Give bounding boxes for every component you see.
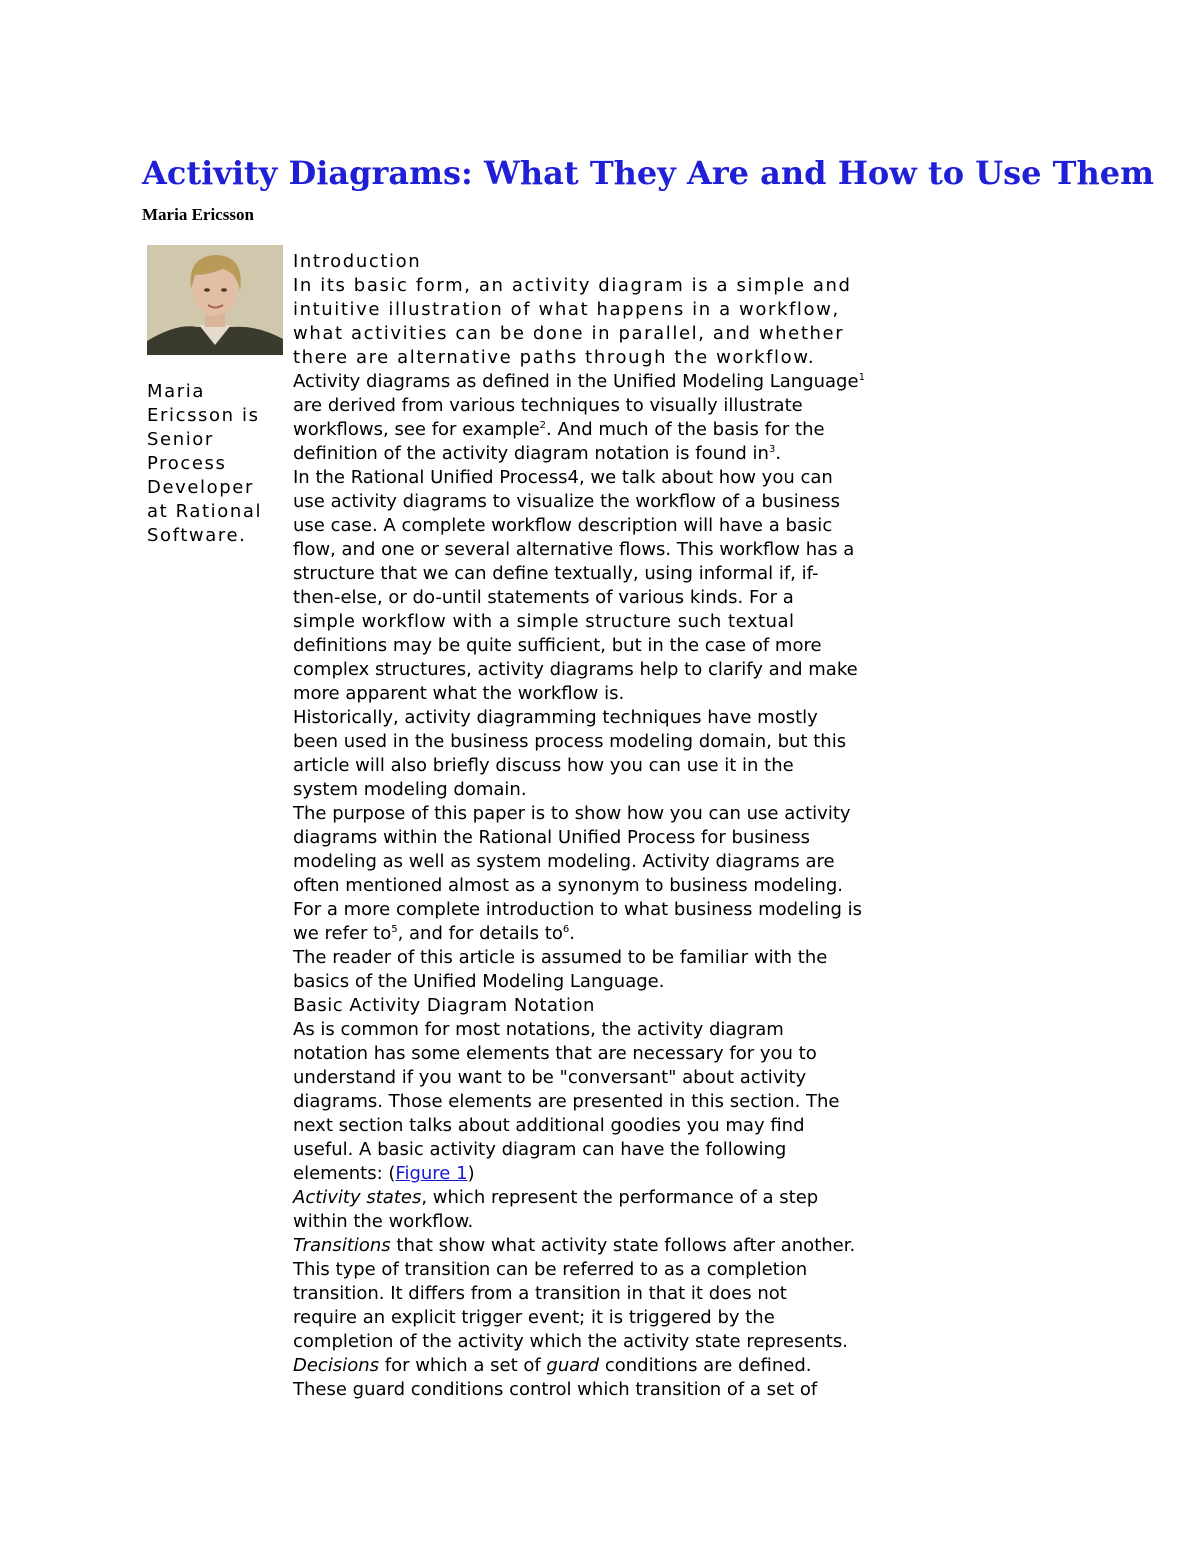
text: , which represent the performance of a step xyxy=(421,1187,819,1208)
body-line: In the Rational Unified Process4, we talk about how you can xyxy=(293,467,833,488)
body-line: For a more complete introduction to what business modeling is xyxy=(293,899,863,920)
text: conditions are defined. xyxy=(599,1355,812,1376)
body-line: As is common for most notations, the activity diagram xyxy=(293,1019,784,1040)
term-activity-states: Activity states xyxy=(293,1187,422,1208)
body-line: structure that we can define textually, using informal if, if- xyxy=(293,563,819,584)
article-title: Activity Diagrams: What They Are and How to Use Them xyxy=(142,154,1154,192)
figure-1-link[interactable]: Figure 1 xyxy=(395,1163,468,1184)
body-line: The reader of this article is assumed to be familiar with the xyxy=(293,947,828,968)
text: Activity diagrams as defined in the Unified Modeling Language xyxy=(293,371,859,392)
section-heading-basic-notation: Basic Activity Diagram Notation xyxy=(293,995,595,1016)
bio-line: Ericsson is xyxy=(147,405,260,426)
body-line xyxy=(293,922,953,946)
text: . xyxy=(775,443,782,464)
bio-line: Software. xyxy=(147,525,247,546)
footnote-ref: 2 xyxy=(539,420,547,431)
body-line: next section talks about additional goodies you may find xyxy=(293,1115,805,1136)
author-bio xyxy=(147,380,277,548)
footnote-ref: 1 xyxy=(858,372,865,383)
text: definition of the activity diagram notation is found in xyxy=(293,443,769,464)
body-line: useful. A basic activity diagram can have the following xyxy=(293,1139,787,1160)
author-name: Maria Ericsson xyxy=(142,205,254,224)
text: we refer to xyxy=(293,923,392,944)
body-line: flow, and one or several alternative flows. This workflow has a xyxy=(293,539,855,560)
body-line: intuitive illustration of what happens in a workflow, xyxy=(293,299,840,320)
body-line: understand if you want to be "conversant" about activity xyxy=(293,1067,807,1088)
body-line: within the workflow. xyxy=(293,1211,474,1232)
body-line: The purpose of this paper is to show how you can use activity xyxy=(293,803,851,824)
text: that show what activity state follows after another. xyxy=(390,1235,856,1256)
body-line: This type of transition can be referred to as a completion xyxy=(293,1259,808,1280)
body-line: been used in the business process modeling domain, but this xyxy=(293,731,847,752)
body-line: often mentioned almost as a synonym to business modeling. xyxy=(293,875,843,896)
body-line: then-else, or do-until statements of various kinds. For a xyxy=(293,587,794,608)
body-line: are derived from various techniques to visually illustrate xyxy=(293,395,803,416)
text: for which a set of xyxy=(379,1355,547,1376)
body-line: diagrams within the Rational Unified Process for business xyxy=(293,827,810,848)
body-line: use activity diagrams to visualize the workflow of a business xyxy=(293,491,840,512)
body-line xyxy=(293,418,953,442)
text: ) xyxy=(467,1163,475,1184)
bio-line: Senior xyxy=(147,429,214,450)
body-line xyxy=(293,442,953,466)
body-line xyxy=(293,1354,953,1378)
bio-line: at Rational xyxy=(147,501,263,522)
body-line: require an explicit trigger event; it is triggered by the xyxy=(293,1307,775,1328)
footnote-ref: 3 xyxy=(768,444,776,455)
body-line: diagrams. Those elements are presented in this section. The xyxy=(293,1091,840,1112)
body-line: notation has some elements that are necessary for you to xyxy=(293,1043,817,1064)
term-guard: guard xyxy=(546,1355,600,1376)
footnote-ref: 6 xyxy=(562,924,570,935)
body-line: completion of the activity which the activity state represents. xyxy=(293,1331,848,1352)
body-line: transition. It differs from a transition in that it does not xyxy=(293,1283,787,1304)
body-line: basics of the Unified Modeling Language. xyxy=(293,971,665,992)
body-line: article will also briefly discuss how you can use it in the xyxy=(293,755,794,776)
text: elements: ( xyxy=(293,1163,396,1184)
text: . xyxy=(569,923,575,944)
text: workflows, see for example xyxy=(293,419,540,440)
bio-line: Maria xyxy=(147,381,205,402)
article-body xyxy=(293,250,953,1402)
body-line: Historically, activity diagramming techniques have mostly xyxy=(293,707,818,728)
body-line xyxy=(293,370,953,394)
term-decisions: Decisions xyxy=(293,1355,380,1376)
text: , and for details to xyxy=(397,923,563,944)
footnote-ref: 5 xyxy=(391,924,398,935)
section-heading-introduction: Introduction xyxy=(293,251,422,272)
body-line xyxy=(293,1234,953,1258)
author-photo xyxy=(147,245,283,355)
body-line: system modeling domain. xyxy=(293,779,527,800)
body-line: modeling as well as system modeling. Activity diagrams are xyxy=(293,851,835,872)
body-line: definitions may be quite sufficient, but in the case of more xyxy=(293,635,822,656)
body-line xyxy=(293,1186,953,1210)
term-transitions: Transitions xyxy=(293,1235,391,1256)
body-line: simple workflow with a simple structure such textual xyxy=(293,611,795,632)
body-line: complex structures, activity diagrams help to clarify and make xyxy=(293,659,858,680)
body-line xyxy=(293,1162,953,1186)
body-line: use case. A complete workflow description will have a basic xyxy=(293,515,833,536)
bio-line: Process xyxy=(147,453,227,474)
body-line: there are alternative paths through the workflow. xyxy=(293,347,816,368)
body-line: These guard conditions control which transition of a set of xyxy=(293,1379,818,1400)
body-line: what activities can be done in parallel, and whether xyxy=(293,323,845,344)
body-line: In its basic form, an activity diagram is a simple and xyxy=(293,275,852,296)
text: . And much of the basis for the xyxy=(546,419,825,440)
body-line: more apparent what the workflow is. xyxy=(293,683,625,704)
bio-line: Developer xyxy=(147,477,254,498)
